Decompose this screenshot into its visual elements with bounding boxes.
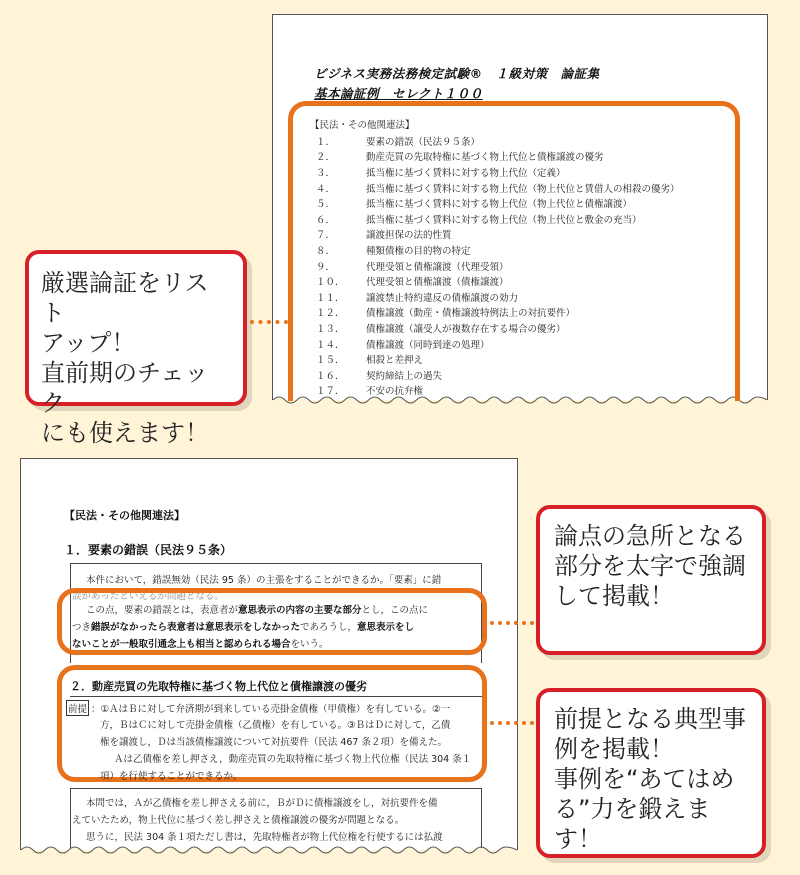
- premise-label: 前提: [66, 700, 89, 716]
- list-item-text: 動産売買の先取特権に基づく物上代位と債権譲渡の優劣: [366, 152, 604, 164]
- list-item: [316, 367, 680, 383]
- list-item: [316, 320, 680, 336]
- list-item: [316, 305, 680, 321]
- after-frame-top: [70, 788, 482, 789]
- list-item-text: 債権譲渡（動産・債権譲渡特例法上の対抗要件）: [366, 308, 576, 320]
- list-item-text: 抵当権に基づく賃料に対する物上代位（物上代位と敷金の充当）: [366, 214, 642, 226]
- list-item-number: ３．: [316, 167, 336, 179]
- callout-bold-emphasis-text: 論点の急所となる 部分を太字で強調 して掲載！: [554, 522, 746, 610]
- list-heading: 【民法・その他関連法】: [310, 120, 415, 131]
- list-item: [316, 336, 680, 352]
- list-item-number: １４．: [316, 339, 345, 351]
- case-line: Ａは乙債権を差し押さえ，動産売買の先取特権に基づく物上代位権（民法 304 条１: [114, 754, 472, 765]
- list-item: [316, 273, 680, 289]
- list-item-number: １３．: [316, 323, 345, 335]
- body-line: つき錯誤がなかったら表意者は意思表示をしなかったであろうし，意思表示をし: [72, 622, 415, 633]
- callout-typical-case-text: 前提となる典型事 例を掲載！ 事例を“あてはめ る”力を鍛えます！: [554, 705, 746, 853]
- list-item-text: 譲渡担保の法的性質: [366, 230, 452, 242]
- case-line: 方，ＢはＣに対して売掛金債権（乙債権）を有している。③ＢはＤに対して，乙債: [100, 720, 451, 731]
- section-heading: 【民法・その他関連法】: [64, 509, 185, 522]
- case-line: 前提 ：①ＡはＢに対して弁済期が到来している売掛金債権（甲債権）を有している。②一: [66, 700, 450, 716]
- list-item-number: ７．: [316, 230, 336, 242]
- after-frame-right: [481, 788, 482, 848]
- case-line: 項）を行使することができるか。: [100, 771, 243, 782]
- list-item-text: 代理受領と債権譲渡（代理受領）: [366, 261, 509, 273]
- list-item: [316, 242, 680, 258]
- callout-list-up: [25, 250, 247, 447]
- list-item: [316, 383, 680, 399]
- list-item-text: 不安の抗弁権: [366, 386, 424, 398]
- connector-dots: [490, 721, 534, 725]
- list-item-number: ８．: [316, 245, 336, 257]
- callout-list-up-text: 厳選論証をリスト アップ！ 直前期のチェック にも使えます！: [41, 269, 209, 447]
- connector-dots: [490, 621, 534, 625]
- after-frame-left: [70, 788, 71, 848]
- list-item-text: 債権譲渡（譲受人が複数存在する場合の優劣）: [366, 323, 566, 335]
- list-item: [316, 289, 680, 305]
- topic-heading-2: ２．動産売買の先取特権に基づく物上代位と債権譲渡の優劣: [70, 680, 367, 693]
- connector-dots: [250, 320, 288, 324]
- list-item-text: 相殺と差押え: [366, 355, 424, 367]
- body-line: この点，要素の錯誤とは，表意者が意思表示の内容の主要な部分とし，この点に: [86, 605, 429, 616]
- list-item-text: 譲渡禁止特約違反の債権譲渡の効力: [366, 292, 519, 304]
- list-item: [316, 195, 680, 211]
- list-item: [316, 133, 680, 149]
- list-item-text: 債権譲渡（同時到達の処理）: [366, 339, 490, 351]
- list-item-number: １．: [316, 136, 336, 148]
- list-item-number: １０．: [316, 277, 345, 289]
- body-line: 思うに，民法 304 条１項ただし書は，先取特権者が物上代位権を行使するには払渡: [86, 832, 443, 843]
- list-item-text: 契約締結上の過失: [366, 370, 443, 382]
- list-item: [316, 227, 680, 243]
- body-line: 誤があったといえるか問題となる。: [72, 591, 224, 602]
- list-item-number: １２．: [316, 308, 345, 320]
- body-line: えていたため，物上代位に基づく差し押さえと債権譲渡の優劣が問題となる。: [72, 815, 405, 826]
- list-item-number: １１．: [316, 292, 345, 304]
- case-frame-top: [70, 696, 482, 697]
- list-item-text: 要素の錯誤（民法９５条）: [366, 136, 481, 148]
- list-item: [316, 149, 680, 165]
- case-line: 権を譲渡し，Ｄは当該債権譲渡について対抗要件（民法 467 条２項）を備えた。: [100, 737, 447, 748]
- body-line: 本問では，Ａが乙債権を差し押さえる前に，ＢがＤに債権譲渡をし，対抗要件を備: [86, 798, 438, 809]
- list-item-text: 抵当権に基づく賃料に対する物上代位（物上代位と賃借人の相殺の優劣）: [366, 183, 680, 195]
- argument-list: [316, 133, 680, 398]
- answer-frame-top: [70, 563, 482, 564]
- list-item: [316, 351, 680, 367]
- body-line: 本件において，錯誤無効（民法 95 条）の主張をすることができるか。「要素」に錯: [86, 575, 442, 586]
- list-item-number: １５．: [316, 355, 345, 367]
- list-item: [316, 180, 680, 196]
- list-item-text: 抵当権に基づく賃料に対する物上代位（定義）: [366, 167, 566, 179]
- list-item-number: ２．: [316, 152, 336, 164]
- list-item-number: ４．: [316, 183, 336, 195]
- paper-torn-edge: [21, 843, 517, 857]
- list-item-text: 種類債権の目的物の特定: [366, 245, 471, 257]
- list-item: [316, 258, 680, 274]
- list-item-number: ５．: [316, 199, 336, 211]
- list-item-number: ６．: [316, 214, 336, 226]
- document-title: ビジネス実務法務検定試験® １級対策 論証集: [314, 66, 600, 81]
- document-subtitle: 基本論証例 セレクト１００: [314, 86, 483, 101]
- body-line: ないことが一般取引通念上も相当と認められる場合をいう。: [72, 639, 329, 650]
- list-item-number: １６．: [316, 370, 345, 382]
- list-item: [316, 211, 680, 227]
- list-item-number: ９．: [316, 261, 336, 273]
- list-item-number: １７．: [316, 386, 345, 398]
- topic-heading-1: １．要素の錯誤（民法９５条）: [64, 543, 233, 557]
- list-item-text: 代理受領と債権譲渡（債権譲渡）: [366, 277, 509, 289]
- callout-typical-case: [536, 688, 766, 858]
- callout-bold-emphasis: [536, 505, 766, 655]
- list-item: [316, 164, 680, 180]
- list-item-text: 抵当権に基づく賃料に対する物上代位（物上代位と債権譲渡）: [366, 199, 633, 211]
